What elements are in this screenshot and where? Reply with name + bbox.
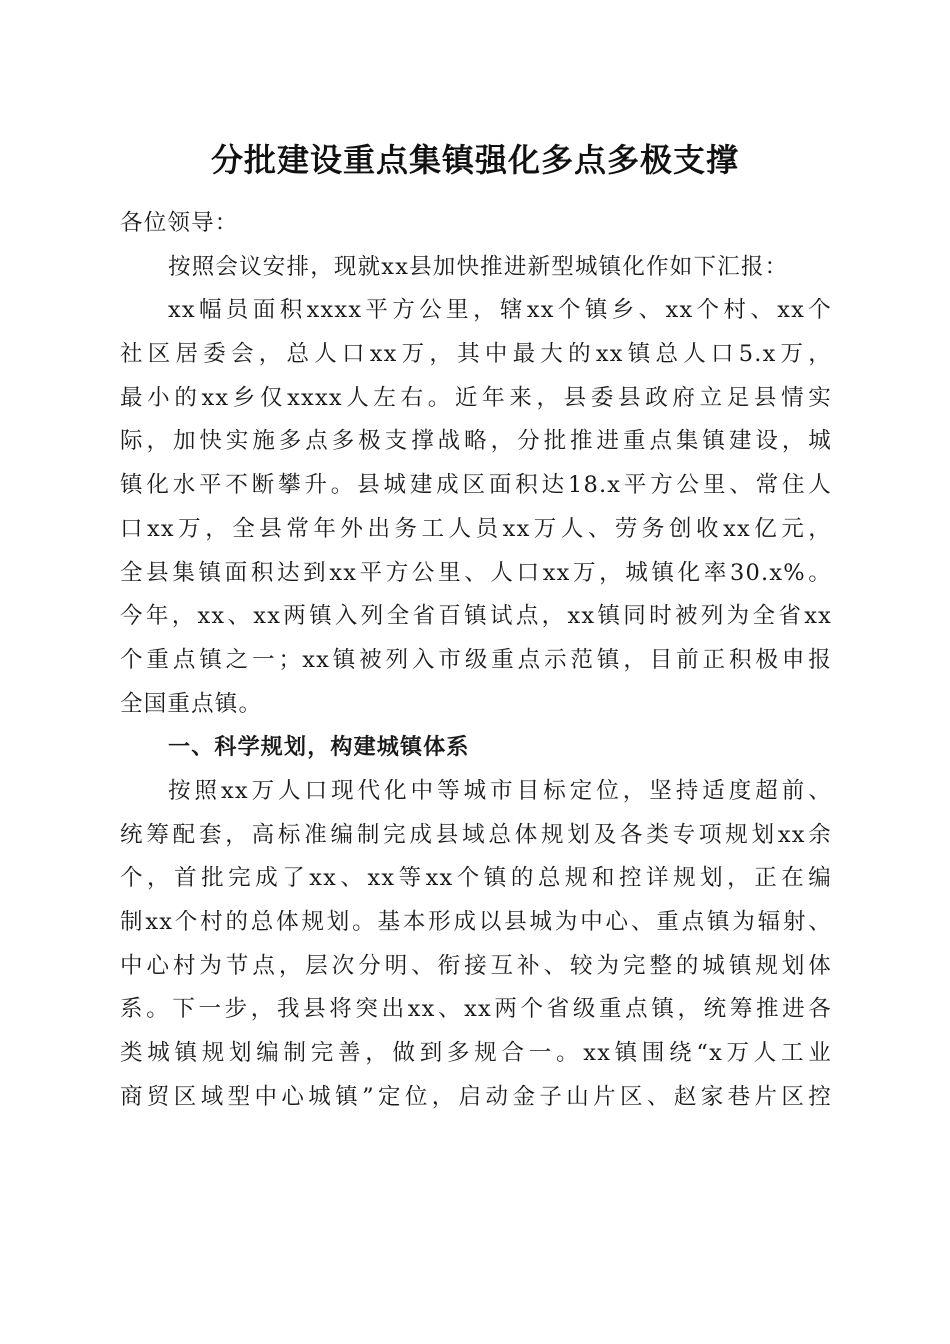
paragraph-line: 个重点镇之一；xx镇被列入市级重点示范镇，目前正积极申报 <box>120 646 832 673</box>
paragraph-line: 社区居委会，总人口xx万，其中最大的xx镇总人口5.x万， <box>120 341 832 368</box>
paragraph-line: 系。下一步，我县将突出xx、xx两个省级重点镇，统筹推进各 <box>120 996 832 1023</box>
paragraph-line: 统筹配套，高标准编制完成县域总体规划及各类专项规划xx余 <box>120 821 832 848</box>
paragraph-line: 镇化水平不断攀升。县城建成区面积达18.x平方公里、常住人 <box>120 472 832 499</box>
paragraph-line: 个，首批完成了xx、xx等xx个镇的总规和控详规划，正在编 <box>120 865 832 892</box>
paragraph-line: 制xx个村的总体规划。基本形成以县城为中心、重点镇为辐射、 <box>120 909 832 935</box>
section-heading: 一、科学规划，构建城镇体系 <box>168 735 470 761</box>
paragraph-line: 全县集镇面积达到xx平方公里、人口xx万，城镇化率30.x%。 <box>120 559 832 586</box>
paragraph-line: 类城镇规划编制完善，做到多规合一。xx镇围绕“x万人工业 <box>120 1040 832 1067</box>
document-body <box>120 202 832 1119</box>
paragraph-line: 按照xx万人口现代化中等城市目标定位，坚持适度超前、 <box>168 777 832 804</box>
paragraph-line: 中心村为节点，层次分明、衔接互补、较为完整的城镇规划体 <box>120 952 832 979</box>
document-title: 分批建设重点集镇强化多点多极支撑 <box>210 141 739 179</box>
paragraph-line: 商贸区域型中心城镇”定位，启动金子山片区、赵家巷片区控 <box>120 1083 832 1110</box>
paragraph-line: 全国重点镇。 <box>120 690 263 717</box>
intro-paragraph: 按照会议安排，现就xx县加快推进新型城镇化作如下汇报： <box>168 253 789 280</box>
salutation: 各位领导： <box>120 210 239 236</box>
paragraph-line: 今年，xx、xx两镇入列全省百镇试点，xx镇同时被列为全省xx <box>120 603 832 630</box>
paragraph-line: 最小的xx乡仅xxxx人左右。近年来，县委县政府立足县情实 <box>120 384 832 411</box>
paragraph-line: 口xx万，全县常年外出务工人员xx万人、劳务创收xx亿元， <box>120 515 832 542</box>
paragraph-line: xx幅员面积xxxx平方公里，辖xx个镇乡、xx个村、xx个 <box>168 297 832 324</box>
paragraph-line: 际，加快实施多点多极支撑战略，分批推进重点集镇建设，城 <box>120 428 832 455</box>
